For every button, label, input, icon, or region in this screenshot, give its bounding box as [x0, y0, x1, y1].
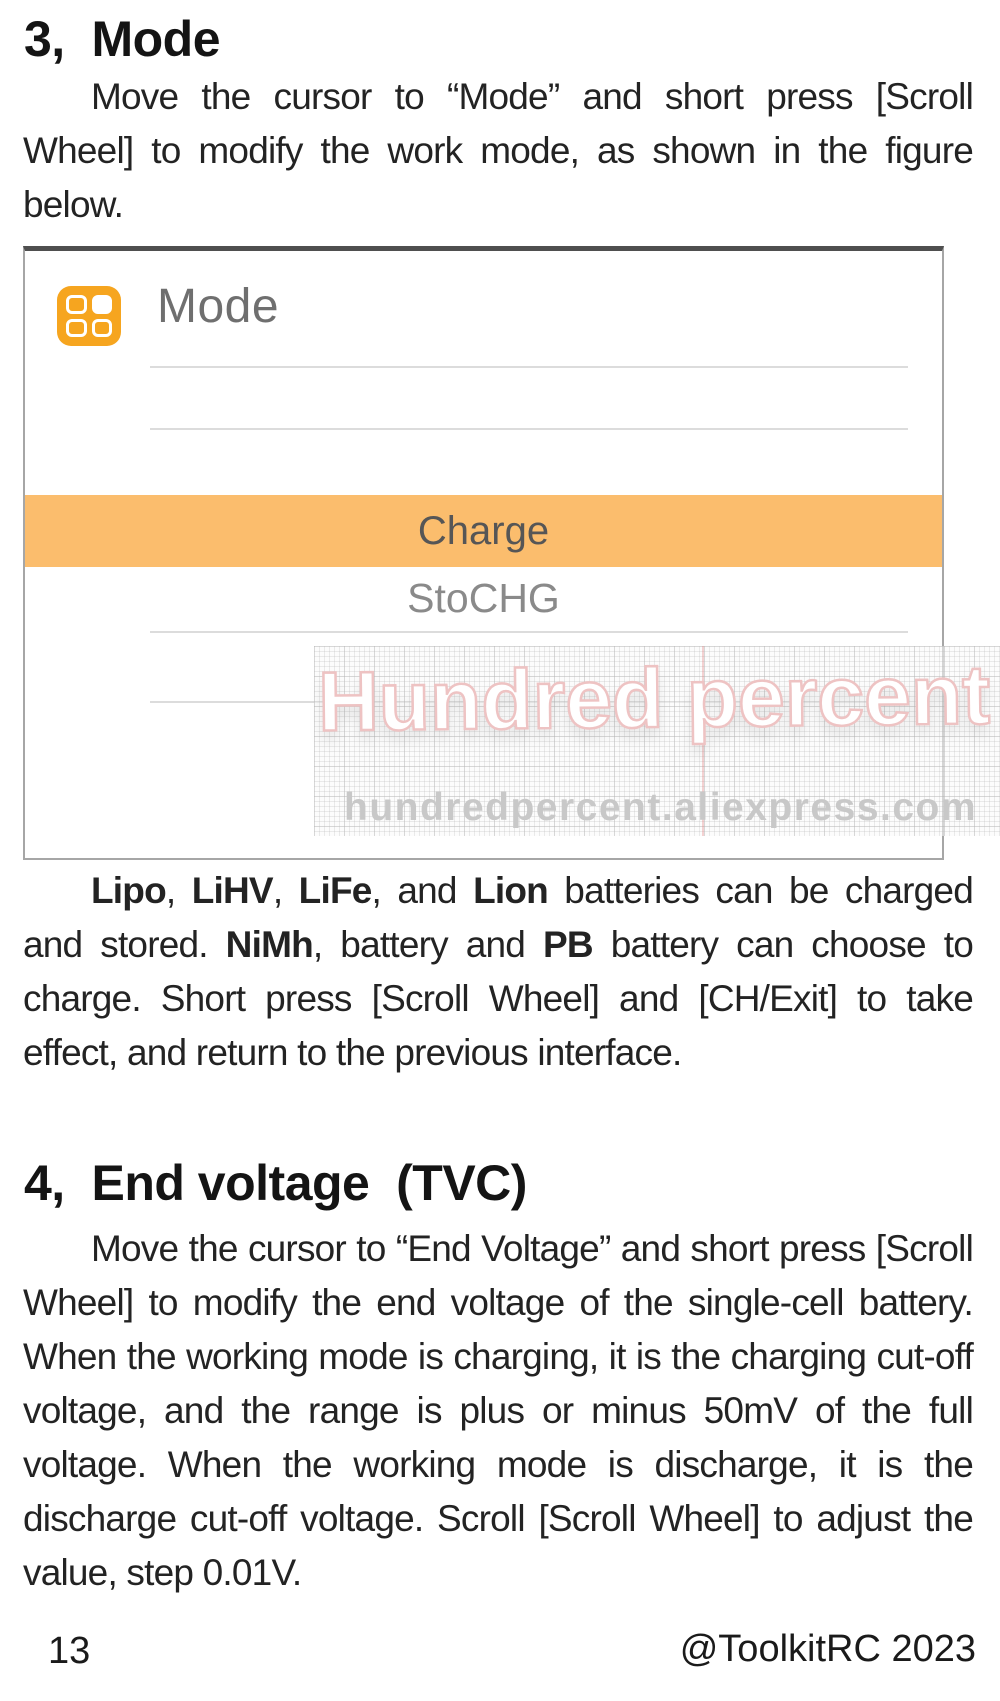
figure-screen-title: Mode	[157, 280, 280, 333]
divider-line	[150, 631, 908, 633]
divider-line	[150, 366, 908, 368]
end-voltage-paragraph: Move the cursor to “End Voltage” and short press [Scroll Wheel] to modify the end voltage of the single-cell battery. When the working mode is charging, it is the charging cut-off voltage, and the range is plus or minus 50mV of the full voltage. When the working mode is discharge, it is the discharge cut-off voltage. Scroll [Scroll Wheel] to adjust the value, step 0.01V.	[23, 1228, 973, 1593]
grid-cell-active	[92, 295, 113, 314]
battery-types-paragraph: Lipo, LiHV, LiFe, and Lion batteries can be charged and stored. NiMh, battery and PB battery can choose to charge. Short press [Scroll Wheel] and [CH/Exit] to take effect, and return to the previous interface.	[23, 870, 973, 1073]
menu-item-stochg: StoCHG	[407, 575, 560, 621]
section-4-heading: 4, End voltage (TVC)	[24, 1155, 527, 1211]
section-3-heading: 3, Mode	[24, 11, 221, 67]
watermark-title: Hundred percent	[317, 647, 991, 749]
copyright-credit: @ToolkitRC 2023	[679, 1628, 976, 1670]
grid-cell	[92, 319, 113, 338]
grid-cell	[66, 295, 87, 314]
selected-menu-item-charge: Charge	[25, 495, 942, 567]
watermark-url: hundredpercent.aliexpress.com	[344, 786, 978, 829]
divider-line	[150, 428, 908, 430]
watermark	[314, 646, 1000, 836]
section-3-intro-paragraph: Move the cursor to “Mode” and short press [Scroll Wheel] to modify the work mode, as shown in the figure below.	[23, 76, 973, 225]
grid-apps-icon	[57, 286, 121, 346]
grid-cell	[66, 319, 87, 338]
page-number: 13	[48, 1630, 91, 1672]
